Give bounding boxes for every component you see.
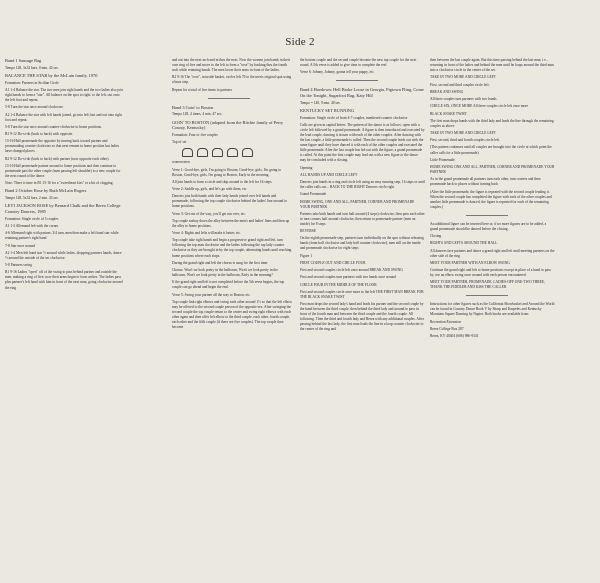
instruction: First man drops the second lady's hand and leads his partner and the second couple by the hand between the third couple, then behind the third lady and around to pass in front of the fourth man and between the third couple and the fourth couple. All following. Then the third and fourth lady and Berea with any additional couples. After passing behind the last lady, the first man leads the line in a loop counter clockwise to the center of the ring and <box>300 302 424 332</box>
dance-title: GOIN' TO BOSTON (adapted from the Ritchie family of Perry County, Kentucky) <box>172 119 284 131</box>
reference-note: Instructions for other figures such as the California Showbasket and Around the World can be found in Country Dance Book V by Sharp and Karpeles and Kentucky Mountain Square Dancing by Napier. Both books are available from: <box>430 302 555 317</box>
call: HOME SWING ONE AND ALL, PARTNER, CORNER AND PROMENADE YOUR PARTNER <box>430 165 555 175</box>
call: TAKE IN TWO MORE AND CIRCLE LEFT <box>430 75 496 80</box>
call: CIRCLE FOUR IN THE MIDDLE OF THE FLOOR <box>300 282 377 287</box>
address-line: Berea, KY 40404 (606) 986-9341 <box>430 334 479 339</box>
formation: Formation: Single circle of 5 couples <box>5 216 59 221</box>
instruction: A2 1-4 Men left hand star ½ around while ladies, dropping partners hands, dance ½ around the outside of the set clockwise. <box>5 250 122 260</box>
instruction: Continue the grand right and left to home positions except in place of a hand to pass by, use an elbow swing once around with each person encountered. <box>430 268 551 278</box>
instruction: First and second couples turn partners with two hands once around <box>300 275 397 280</box>
call: ALL HANDS UP AND CIRCLE LEFT <box>300 172 358 177</box>
instruction: Top couple take right hands and begin a progressive grand right and left, turn following the top man clockwise and the ladies following the top lady counter clockwise as they are brought in by the top couple, alternating hands until reaching home positions where each stops. <box>172 238 292 258</box>
instruction: Dancers join hands in a ring and circle left using an easy running step, 16 steps or until the caller calls out... BACK TO THE RIGHT Dancers circle right <box>300 179 425 190</box>
formation: Formation: Four or five couples <box>172 133 218 138</box>
instruction: Top couple sashay down the alley between the men's and ladies' lines and then up the alley to home positions. <box>172 218 290 228</box>
verse: Verse 6: Johnny, Johnny, gonna tell your pappy, etc. <box>300 70 375 75</box>
dancer-figure-icon <box>242 148 253 157</box>
band-2-heading: Band 2 October Rose by Ruth McLain Rogers <box>5 188 87 194</box>
verse: Verse 1: Good-bye, girls, I'm going to Boston, Good-bye, girls, I'm going to Boston, Good-bye, girls, I'm going to Boston, Early in the morning. <box>172 167 281 177</box>
dancer-figure-icon <box>212 148 223 157</box>
instruction: (This pattern continues until all couples are brought into the circle at which point the caller calls for a little promenade) <box>430 145 552 155</box>
band-4-tempo: Tempo = 140, 9 min. 40 sec. <box>300 100 342 105</box>
instruction: B1 9-16 Ladies "open" off of the swing to pass behind partner and outside the men, making a ring of five; now their arms begin to form arches. The ladies pass plus partner's left hand with him in front of the next man, going clockwise around the ring <box>5 270 123 290</box>
band-3-heading: Band 3 Goin' to Boston <box>172 104 214 110</box>
instruction: the bottom couple and the second couple become the new top couple for the next round. A 5th verse is added to give time to complete the reel <box>300 58 417 68</box>
call: CIRCLE SIX, ONCE MORE All three couples circle left once more <box>430 104 529 109</box>
instruction: During the grand right and left the chorus is sung for the first time: <box>172 260 269 265</box>
call: REVERSE <box>300 229 316 234</box>
divider <box>466 295 508 296</box>
instruction: 13-16 Half promenade the opposite by turning back toward partner and promenading counter clockwise so that next remain in home position but ladies have changed places. <box>5 139 120 154</box>
verse: Verse 5: Swing your partner all the way to Boston, etc. <box>172 292 251 297</box>
instruction: B1 9-12 Do-si-do (back to back) with opposite. <box>5 132 74 137</box>
diagram-legend: women men <box>172 160 190 165</box>
note: Note: There is time in B1 15-16 for a "sweetheart kiss" or a bit of clogging. <box>5 181 114 186</box>
instruction: As in the grand promenade all partners turn each other, turn corners and then promenade back to places without turning back <box>430 177 541 187</box>
divider <box>466 215 508 216</box>
instruction: B2 9-16 The "rose", in inside basket, circles left 70 to the men's original spot using a buzz step. <box>172 75 292 85</box>
instruction: If the grand right and left is not completed before the 5th verse begins, the top couple can go ahead and begin the end. <box>172 280 285 290</box>
dance-formation-diagram <box>182 148 292 157</box>
band-4-heading: Band 4 Hoedown: Hell Broke Loose in Georgia, Pigtown Fling, Come On the Tonight, Sugarfoot Rag, Katy Hill <box>300 87 424 98</box>
column-2 <box>172 58 292 578</box>
call: RIGHTS AND LEFTS AROUND THE HALL <box>430 241 498 246</box>
dancer-figure-icon <box>227 148 238 157</box>
instruction: 4-6 Allemand right with partner, 3/4 turn, men then make a left hand star while retaining partner's right hand <box>5 231 119 241</box>
instruction: First and second couples circle once more to the left THE FIRST MAN BREAK FOR THE BLACK SNAKE TWIST <box>300 289 424 299</box>
set-label: Top of set <box>172 140 187 145</box>
band-3-tempo: Tempo 128, 4 times, 4 min. 47 sec. <box>172 112 223 117</box>
section-heading: Little Promenade <box>430 157 455 162</box>
section-heading: Grand Promenade <box>300 192 327 197</box>
instruction: and out into the next arch and in thru the next. Now the women join hands in their own ring of five and move to the left to form a "rose" by backing thru the fourth arch while retaining hands. The men lower their arms in front of the ladies. <box>172 58 290 73</box>
dancer-figure-icon <box>182 148 193 157</box>
instruction: Top couple link right elbows and swing each other around 1½ so that the left elbow may be offered to the second couple person of the opposite sex. After swinging the second couple the top couple return to the center and swing right elbows with each other again and then offer left elbow to the third couple, each other, fourth couple, each other and the fifth couple (if there are five couples). The top couple then become <box>172 299 292 330</box>
instruction: First, second and third couples circle left. <box>430 82 490 87</box>
instruction: 5-8 Turn the star once around clockwise. <box>5 105 64 110</box>
chorus: Chorus: Won't we look pretty in the ballroom, Won't we look pretty in the ballroom, Won't we look pretty in the ballroom, Early in the morning? <box>172 268 278 278</box>
note: An additional figure can be inserted here or, if no more figures are to be added, a grand promenade should be danced before the closing. <box>430 221 547 231</box>
formation: Formation: Partners in Sicilian Circle <box>5 80 59 85</box>
verse: Verse 3: Get out of the way, you'll get run over, etc. <box>172 211 246 216</box>
instruction: then between the last couple again. But this time passing behind the last man, i.e., returning in front of the ladies and behind the men until he loops around the third man into a clockwise circle in the center of the set. <box>430 58 554 73</box>
repeat-note: Repeat for a total of five times to partners <box>172 87 233 92</box>
instruction: (After the little promenade, the figure is repeated with the second couple leading it. When the second couple has completed the figure with each of the other couples and another little promenade is danced, the figure is repeated for each of the remaining couples.) <box>430 189 552 209</box>
instruction: First and second couples circle left once around BREAK AND SWING <box>300 268 403 273</box>
instruction: B2 9-12 Do-si-do (back to back) with partner (now opposite each other). <box>5 156 110 161</box>
instruction: Partners take both hands and turn half around (4 steps) clockwise, then pass each other to turn corners half around clockwise, then return to promenade partner (men on inside) for 8 steps <box>300 211 425 226</box>
instruction: All three couples turn partners with two hands <box>430 97 497 102</box>
call: HOME SWING, ONE AND ALL, PARTNER, CORNER AND PROMENADE YOUR PARTNER <box>300 199 415 209</box>
dance-title: KENTUCKY SET RUNNING <box>300 107 355 113</box>
instruction: 7-8 Star once around <box>5 243 36 248</box>
dance-title: LEVI JACKSON ROSE by Bernard Chalk and the Berea College Country Dancers, 1985 <box>5 203 121 215</box>
instruction: A2 1-4 Balance the star with left hands joined, go into left foot and out onto right foot and repeat. <box>5 112 122 122</box>
band-1-heading: Band 1 Sausage Rag <box>5 58 42 63</box>
section-heading: Closing <box>430 234 442 239</box>
address-line: Berea College Box 287 <box>430 326 464 331</box>
instruction: 5-8 Turn the star once around counter-clockwise to home positions. <box>5 124 102 129</box>
call: BLACK SNAKE TWIST <box>430 111 467 116</box>
call: MEET YOUR PARTNER, PROMENADE, LADIES-OFF ONE-TWO THREE, THANK THE FIDDLER AND KISS THE CALLER <box>430 280 545 290</box>
instruction: 13-16 Half promenade partner around to home positions and then continue to promenade past the other couple (men passing left shoulder) to a new couple for the next round of the dance. <box>5 163 121 178</box>
column-4 <box>430 58 555 578</box>
band-1-tempo: Tempo 128, 3x32 bars, 0 min. 42 sec. <box>5 65 59 70</box>
dance-title: BALANCE THE STAR by the McLain family, 1970 <box>5 73 98 79</box>
column-3 <box>300 58 425 578</box>
section-heading: Figure 1 <box>300 253 313 258</box>
dancer-figure-icon <box>197 148 208 157</box>
description: Calls are given in capital letters. The pattern of the dance is as follows: open with a circle left followed by a grand promenade. A figure is then introduced and executed by the lead couple, dancing it in turn with each of the other couples. After dancing with the last couple, a little promenade is called. Then the second couple leads out with the same figure until they have danced it with each of the other couples and executed the little promenade. After the last couple has led out with the figure, a grand promenade is called. At this point the first couple may lead out with a new figure or the dance may be concluded with a closing. <box>300 122 425 163</box>
instruction: Dancers join both hands with their lady hands joined over left hands and promenade, following the top couple clockwise behind the ladies' line around to home positions. <box>172 194 288 209</box>
formation: Formation: Single circle of from 4-7 couples, numbered counter clockwise <box>300 115 408 120</box>
verse: Verse 4: Rights and lefts will make it better, etc. <box>172 231 242 236</box>
call: TAKE IN TWO MORE AND CIRCLE LEFT <box>430 131 496 136</box>
verse: Verse 2: Saddle up, girls, and let's go with them, etc. <box>172 187 248 192</box>
band-2-tempo: Tempo 128, 5x32 bars, 2 min. 43 sec. <box>5 196 59 201</box>
instruction: A1 1-3 Allemand left with the corner <box>5 224 59 229</box>
divider <box>336 80 378 81</box>
instruction: First, second, third and fourth couples circle left. <box>430 138 501 143</box>
instruction: A1 1-4 Balance the star. The two men join right hands and the two ladies also join right hands to form a "star". All balance on the spot to right, to the left, out onto the left foot and repeat. <box>5 88 123 103</box>
divider <box>208 98 250 99</box>
section-heading: Opening <box>300 165 313 170</box>
instruction: All dancers face partners and dance a grand right and left until meeting partners on the other side of the ring <box>430 248 555 258</box>
column-1 <box>5 58 123 578</box>
page-title: Side 2 <box>285 36 315 48</box>
call: MEET YOUR PARTNER WITH AN ELBOW SWING <box>430 260 510 265</box>
call: BREAK AND SWING <box>430 89 464 94</box>
instruction: The first man drops hands with the third lady and leads the line through the remaining couples as above <box>430 118 554 128</box>
instruction: All join hands to form a circle and skip around to the left for 16 steps. <box>172 179 273 184</box>
address-line: Recreation Extension <box>430 319 461 324</box>
call: FIRST COUPLE OUT AND CIRCLE FOUR <box>300 260 366 265</box>
instruction: On the eighth promenade step, partners turn individually on the spot without releasing hands (from half clockwise and lady half counter clockwise), men still on the inside and promenade clockwise for eight steps <box>300 236 424 251</box>
instruction: 5-8 Partners swing <box>5 263 32 268</box>
